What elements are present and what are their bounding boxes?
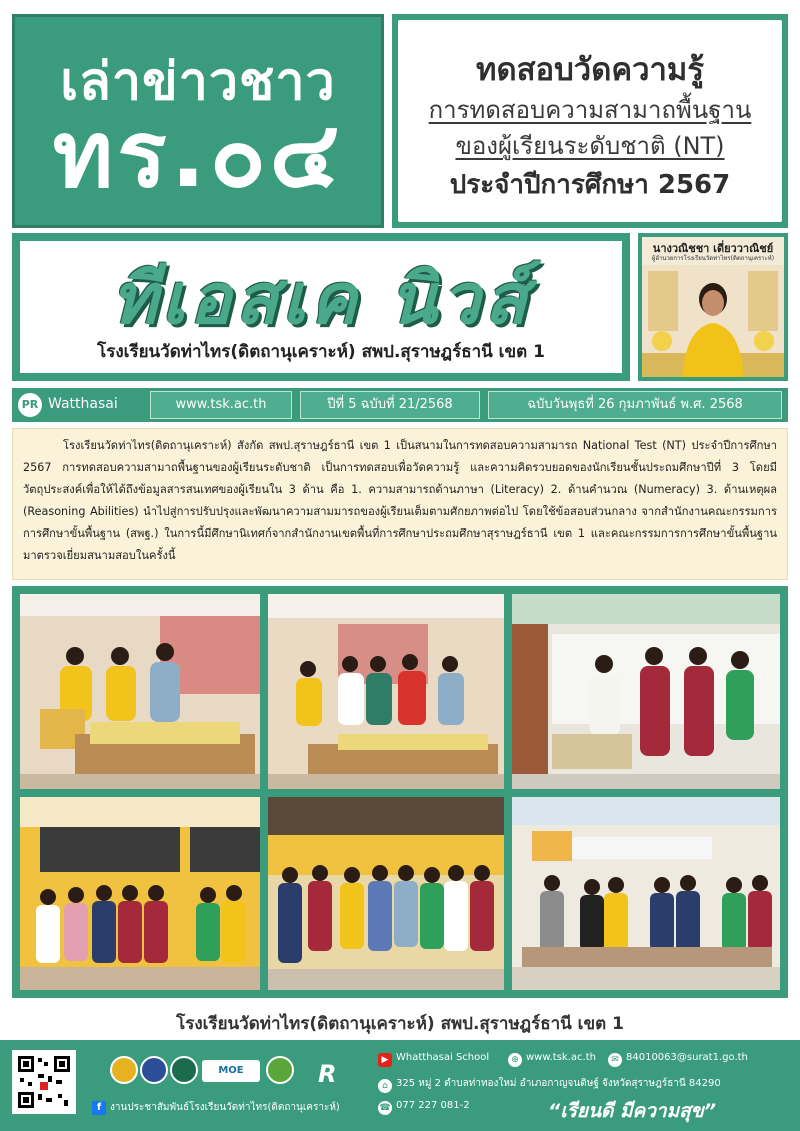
qr-code-pattern — [16, 1054, 72, 1110]
headline-box — [398, 20, 782, 222]
website-link[interactable]: www.tsk.ac.th — [150, 391, 292, 419]
issue-date: ฉบับวันพุธที่ 26 กุมภาพันธ์ พ.ศ. 2568 — [488, 391, 782, 419]
brand-mark-icon: R — [318, 1060, 337, 1088]
subheadline-3: ประจำปีการศึกษา 2567 — [449, 170, 731, 200]
subheadline-2: ของผู้เรียนระดับชาติ (NT) — [455, 132, 725, 160]
photo-3-image — [512, 594, 780, 789]
masthead-title: ทีเอสเค นิวส์ — [111, 258, 531, 340]
photo-2 — [268, 594, 504, 789]
info-bar — [12, 388, 788, 422]
district-logo-icon — [170, 1056, 198, 1084]
emblem-logo-icon — [266, 1056, 294, 1084]
header-right-panel — [392, 14, 788, 228]
article-body — [12, 428, 788, 580]
footer-website: www.tsk.ac.th — [526, 1052, 596, 1063]
headline: ทดสอบวัดความรู้ — [476, 52, 704, 88]
kicker-text: เล่าข่าวชาว — [60, 52, 336, 112]
header-left-panel — [12, 14, 384, 228]
phone[interactable] — [378, 1100, 470, 1115]
mail-icon: ✉ — [608, 1053, 622, 1067]
school-slogan: “เรียนดี มีความสุข” — [548, 1100, 716, 1122]
photo-1 — [20, 594, 260, 789]
issue-number: ปีที่ 5 ฉบับที่ 21/2568 — [300, 391, 480, 419]
director-name: นางวณิชชา เดี่ยววาณิชย์ — [652, 242, 774, 255]
footer-phone: 077 227 081-2 — [396, 1100, 470, 1111]
phone-icon: ☎ — [379, 1103, 391, 1113]
qr-code-icon[interactable] — [12, 1050, 76, 1114]
facebook-link[interactable] — [92, 1100, 340, 1115]
issue-code: ทร.๐๔ — [52, 101, 344, 208]
obec-logo-icon — [140, 1056, 168, 1084]
masthead-box — [20, 241, 622, 373]
photo-4-image — [20, 797, 260, 990]
photo-1-image — [20, 594, 260, 789]
footer-website-link[interactable] — [508, 1052, 596, 1067]
facebook-page-name: งานประชาสัมพันธ์โรงเรียนวัดท่าไทร(ดิตถานุเคราะห์) — [110, 1102, 340, 1113]
footer-address: 325 หมู่ 2 ตำบลท่าทองใหม่ อำเภอกาญจนดิษฐ์ จังหวัดสุราษฎร์ธานี 84290 — [396, 1078, 721, 1089]
director-card-inner — [642, 237, 784, 377]
masthead — [12, 233, 630, 381]
youtube-icon: ▶ — [378, 1053, 392, 1067]
photo-6-image — [512, 797, 780, 990]
photo-6 — [512, 797, 780, 990]
pr-name: Watthasai — [48, 396, 118, 412]
school-logo-icon — [110, 1056, 138, 1084]
article-paragraph: โรงเรียนวัดท่าไทร(ดิตถานุเคราะห์) สังกัด สพป.สุราษฎร์ธานี เขต 1 เป็นสนามในการทดสอบความสามารถ National Test (NT) ประจำปีการศึกษา 2567 การทดสอบความสามาถพื้นฐานของผู้เรียนระดับชาติ เป็นการทดสอบเพื่อวัดความรู้ และความคิดรวบยอดของนักเรียนชั้นประถมศึกษาปีที่ 3 โดยมีวัตถุประสงค์เพื่อให้ได้ถึงข้อมูลสารสนเทศของผู้เรียนใน 3 ด้าน คือ 1. ความสามารถด้านภาษา (Literacy) 2. ด้านคำนวณ (Numeracy) 3. ด้านเหตุผล (Reasoning Abilities) นำไปสู่การปรับปรุงและพัฒนาความสามมารถของผู้เรียนเต็มตามศักยภาพต่อไป โดยใช้ข้อสอบส่วนกลาง จากสำนักงานคณะกรรมการการศึกษาขั้นพื้นฐาน (สพฐ.) ในการนี้มีศึกษานิเทศก์จากสำนักงานเขตพื้นที่การศึกษาประถมศึกษาสุราษฎร์ธานี เขต 1 และคณะกรรมการการศึกษาขั้นพื้นฐานมาตรวจเยี่ยมสนามสอบในครั้งนี้ — [23, 439, 777, 562]
photo-5-image — [268, 797, 504, 990]
photo-4 — [20, 797, 260, 990]
moe-logo: MOE — [202, 1060, 260, 1082]
photo-2-image — [268, 594, 504, 789]
director-card — [638, 233, 788, 381]
gallery-caption: โรงเรียนวัดท่าไทร(ดิตถานุเคราะห์) สพป.สุราษฎร์ธานี เขต 1 — [176, 1014, 624, 1034]
email-link[interactable] — [608, 1052, 748, 1067]
subheadline-1: การทดสอบความสามาถพื้นฐาน — [428, 96, 752, 124]
home-icon: ⌂ — [378, 1079, 392, 1093]
pr-badge: PR — [18, 393, 42, 417]
youtube-channel: Whatthasai School — [396, 1052, 490, 1063]
footer — [0, 1040, 800, 1131]
photo-gallery — [12, 586, 788, 998]
youtube-link[interactable] — [378, 1052, 489, 1067]
director-photo — [642, 265, 784, 377]
photo-5 — [268, 797, 504, 990]
director-title: ผู้อำนวยการโรงเรียนวัดท่าไทร(ดิตถานุเคราะห์) — [651, 255, 775, 262]
photo-3 — [512, 594, 780, 789]
address — [378, 1076, 721, 1093]
footer-email: 84010063@surat1.go.th — [626, 1052, 748, 1063]
facebook-icon: f — [92, 1101, 106, 1115]
globe-icon: ⊕ — [508, 1053, 522, 1067]
masthead-school-name: โรงเรียนวัดท่าไทร(ดิตถานุเคราะห์) สพป.สุราษฎร์ธานี เขต 1 — [97, 342, 545, 362]
